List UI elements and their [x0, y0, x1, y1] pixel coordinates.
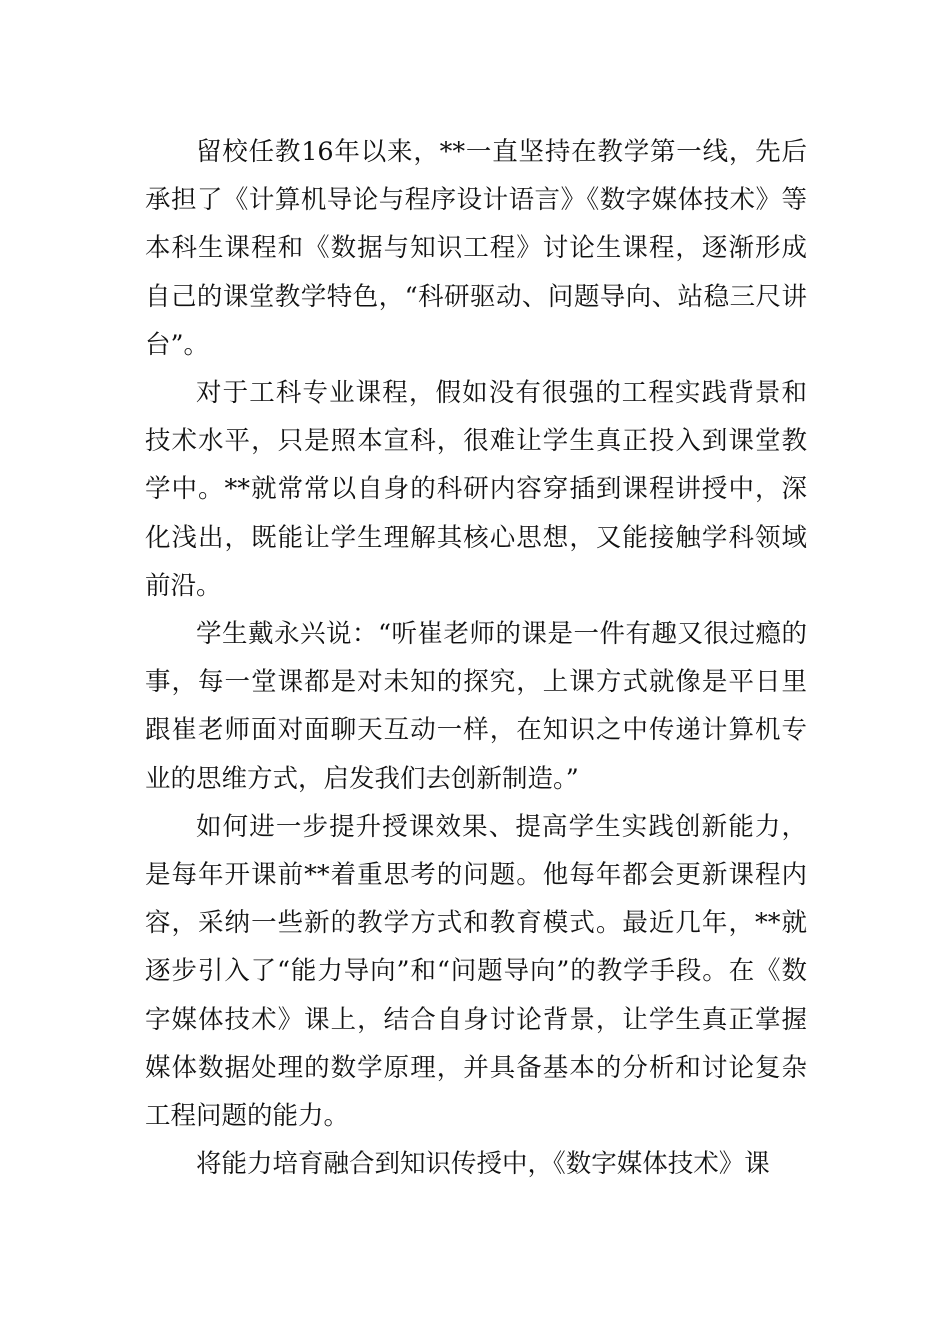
paragraph-4: 如何进一步提升授课效果、提高学生实践创新能力，是每年开课前**着重思考的问题。他每年都会更新课程内容，采纳一些新的教学方式和教育模式。最近几年，**就逐步引入了“能力导向”和“问题导向”的教学手段。在《数字媒体技术》课上，结合自身讨论背景，让学生真正掌握媒体数据处理的数学原理，并具备基本的分析和讨论复杂工程问题的能力。: [145, 811, 807, 1132]
paragraph-3: 学生戴永兴说：“听崔老师的课是一件有趣又很过瘾的事，每一堂课都是对未知的探究，上课方式就像是平日里跟崔老师面对面聊天互动一样，在知识之中传递计算机专业的思维方式，启发我们去创新制造。”: [145, 619, 807, 794]
paragraph-2: 对于工科专业课程，假如没有很强的工程实践背景和技术水平，只是照本宣科，很难让学生真正投入到课堂教学中。**就常常以自身的科研内容穿插到课程讲授中，深化浅出，既能让学生理解其核心思想，又能接触学科领域前沿。: [145, 378, 807, 601]
paragraph-1: 留校任教16年以来，**一直坚持在教学第一线，先后承担了《计算机导论与程序设计语言》《数字媒体技术》等本科生课程和《数据与知识工程》讨论生课程，逐渐形成自己的课堂教学特色，“科研驱动、问题导向、站稳三尺讲台”。: [145, 137, 807, 360]
document-body: [145, 128, 807, 1188]
paragraph-5: 将能力培育融合到知识传授中，《数字媒体技术》课: [196, 1149, 770, 1180]
